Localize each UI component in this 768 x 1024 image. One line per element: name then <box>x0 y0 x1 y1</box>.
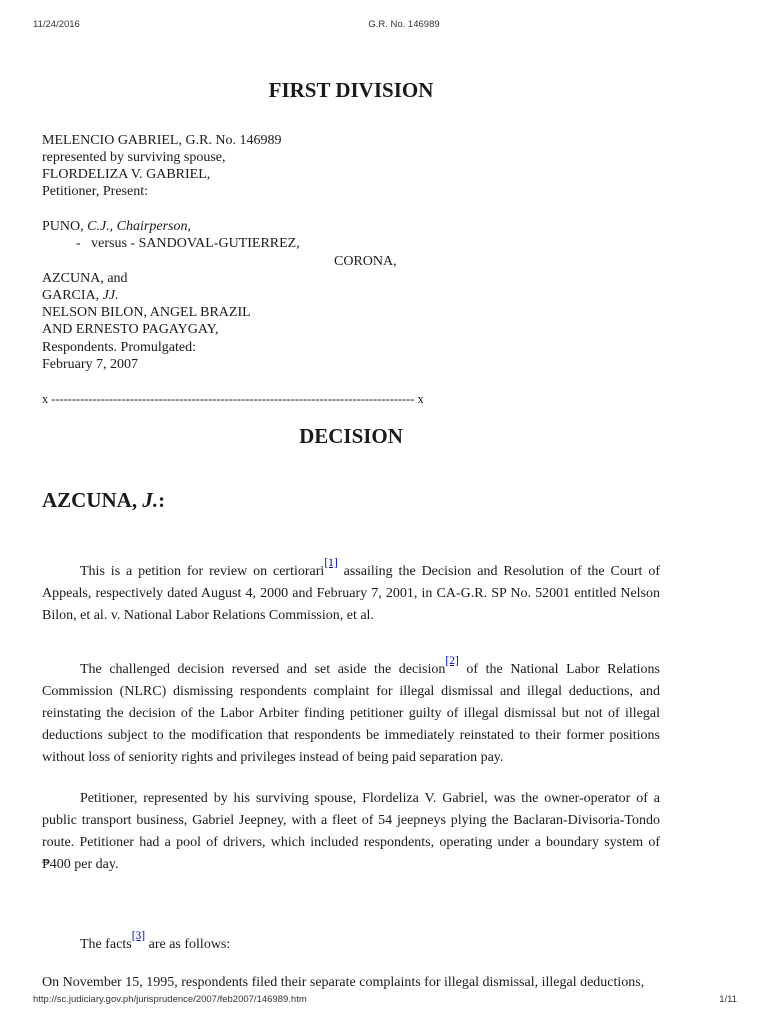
caption-line-versus: - versus - SANDOVAL-GUTIERREZ, <box>76 236 300 251</box>
page-url: http://sc.judiciary.gov.ph/jurisprudence/2007/feb2007/146989.htm <box>33 994 307 1005</box>
caption-line-spouse: FLORDELIZA V. GABRIEL, <box>42 167 211 182</box>
page-number: 1/11 <box>719 994 737 1005</box>
paragraph-3: Petitioner, represented by his surviving spouse, Flordeliza V. Gabriel, was the owner-operator of a public transport business, Gabriel Jeepney, with a fleet of 54 jeepneys plying the Baclaran-Divisoria-Tondo route. Petitioner had a pool of drivers, which included respondents, operating under a boundary system of ₱400 per day. <box>42 791 660 872</box>
caption-line-respondents-cont: AND ERNESTO PAGAYGAY, <box>42 322 219 337</box>
paragraph-1: This is a petition for review on certiorari[1] assailing the Decision and Resolution of the Court of Appeals, respectively dated August 4, 2000 and February 7, 2001, in CA-G.R. SP No. 52001 entitled Nelson Bilon, et al. v. National Labor Relations Commission, et al. <box>42 557 660 623</box>
caption-line-representation: represented by surviving spouse, <box>42 150 226 165</box>
justice-name: GARCIA, <box>42 288 100 303</box>
footnote-link-2[interactable]: [2] <box>445 655 459 667</box>
caption-line-azcuna: AZCUNA, and <box>42 271 128 286</box>
paragraph-5: On November 15, 1995, respondents filed their separate complaints for illegal dismissal, illegal deductions, <box>42 975 645 990</box>
decision-heading: DECISION <box>299 424 403 448</box>
print-date: 11/24/2016 <box>33 19 80 30</box>
ponente-title: J. <box>142 488 159 512</box>
footnote-link-3[interactable]: [3] <box>131 930 146 942</box>
caption-line-petitioner: MELENCIO GABRIEL, G.R. No. 146989 <box>42 133 282 148</box>
justice-title: C.J., Chairperson, <box>87 219 191 234</box>
caption-line-respondents: NELSON BILON, ANGEL BRAZIL <box>42 305 251 320</box>
justice-title: JJ. <box>102 288 119 303</box>
paragraph-2: The challenged decision reversed and set aside the decision[2] of the National Labor Relations Commission (NLRC) dismissing respondents complaint for illegal dismissal and illegal deductions, and reinstating the decision of the Labor Arbiter finding petitioner guilty of illegal dismissal but not of illegal deductions subject to the modification that respondents be immediately reinstated to their former positions without loss of seniority rights and privileges instead of being paid separation pay. <box>42 655 660 765</box>
footnote-link-1[interactable]: [1] <box>324 557 338 569</box>
print-title: G.R. No. 146989 <box>368 19 440 30</box>
justice-name: PUNO, <box>42 219 84 234</box>
promulgation-date: February 7, 2007 <box>42 357 139 372</box>
caption-separator: x ---------------------------------------------------------------------------------------- x <box>42 392 424 406</box>
division-heading: FIRST DIVISION <box>268 78 434 102</box>
ponente-heading: AZCUNA, J.: <box>42 488 166 512</box>
paragraph-4: The facts[3] are as follows: <box>80 930 231 952</box>
caption-line-puno <box>42 218 191 235</box>
caption-line-promulgated: Respondents. Promulgated: <box>42 340 196 355</box>
ponente-name: AZCUNA, <box>42 488 138 512</box>
caption-line-garcia <box>42 287 119 304</box>
caption-line-petitioner-label: Petitioner, Present: <box>42 184 148 199</box>
caption-line-corona: CORONA, <box>334 254 397 269</box>
